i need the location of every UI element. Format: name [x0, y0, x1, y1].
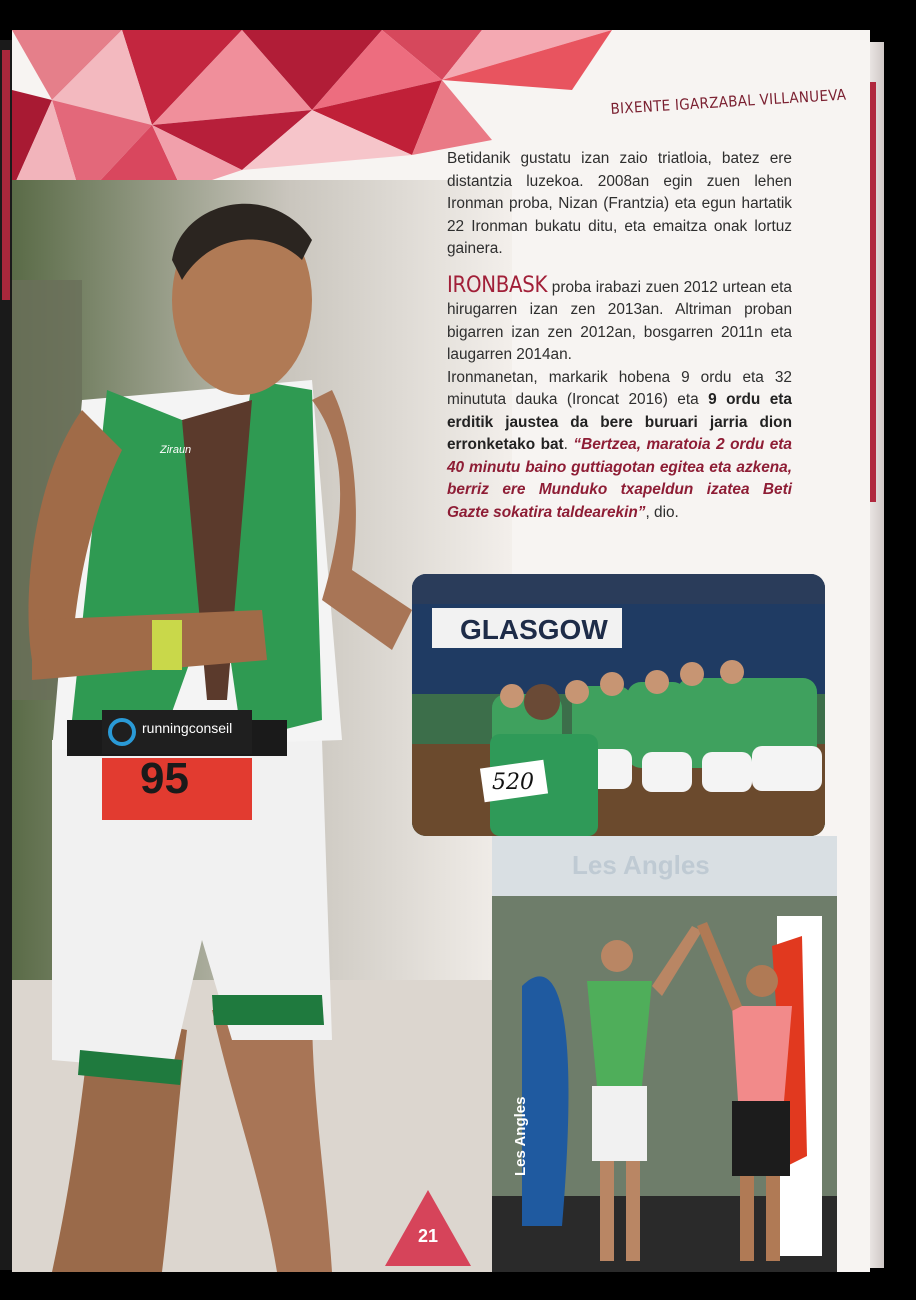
runner-bib-number: 95: [140, 754, 189, 803]
left-book-edge: [0, 40, 12, 1270]
glasgow-banner: GLASGOW: [460, 614, 608, 645]
finish-line-photo: [492, 836, 837, 1272]
page-number-text: 21: [417, 1226, 439, 1246]
paragraph-3: [447, 367, 792, 525]
paragraph-2-text: proba irabazi zuen 2012 urtean eta hirugarren izan zen 2013an. Altriman proban bigarren izan zen 2012an, bosgarren 2011n eta laugarren 2014an.: [447, 278, 792, 363]
paragraph-3-quote: “Bertzea, maratoia 2 ordu eta 40 minutu baino guttiagotan egitea eta azkena, berriz ere Munduko txapeldun izatea Beti Gazte sokatira taldearekin”: [447, 436, 792, 521]
tug-of-war-photo: [412, 574, 825, 836]
paragraph-2: [447, 272, 792, 367]
paragraph-3-bold: 9 ordu eta erditik jaustea da bere buruari jarria dion erronketako bat: [447, 391, 792, 453]
paragraph-1: Betidanik gustatu izan zaio triatloia, batez ere distantzia luzekoa. 2008an egin zuen lehen Ironman proba, Nizan (Frantzia) eta egun hartatik 22 Ironman bukatu ditu, eta emaitza onak lortuz gainera.: [447, 150, 792, 257]
glasgow-card-number: 520: [492, 770, 534, 795]
ironbask-heading: IRONBASK: [447, 272, 548, 298]
finish-banner: Les Angles: [572, 850, 710, 880]
paragraph-3-end: , dio.: [645, 503, 679, 521]
author-name: BIXENTE IGARZABAL VILLANUEVA: [610, 85, 847, 118]
magazine-page: [12, 30, 870, 1272]
article-text: [447, 148, 792, 524]
page-number: [385, 1190, 471, 1266]
runner-jersey-text: Ziraun: [160, 444, 192, 456]
finish-flag: Les Angles: [512, 1096, 529, 1176]
paragraph-3-text: Ironmanetan, markarik hobena 9 ordu eta 32 minututa dauka (Ironcat 2016) eta: [447, 368, 792, 408]
paragraph-3-dot: .: [563, 436, 574, 453]
right-book-edge: [870, 42, 884, 1268]
runner-bib-sponsor: runningconseil: [142, 720, 233, 736]
